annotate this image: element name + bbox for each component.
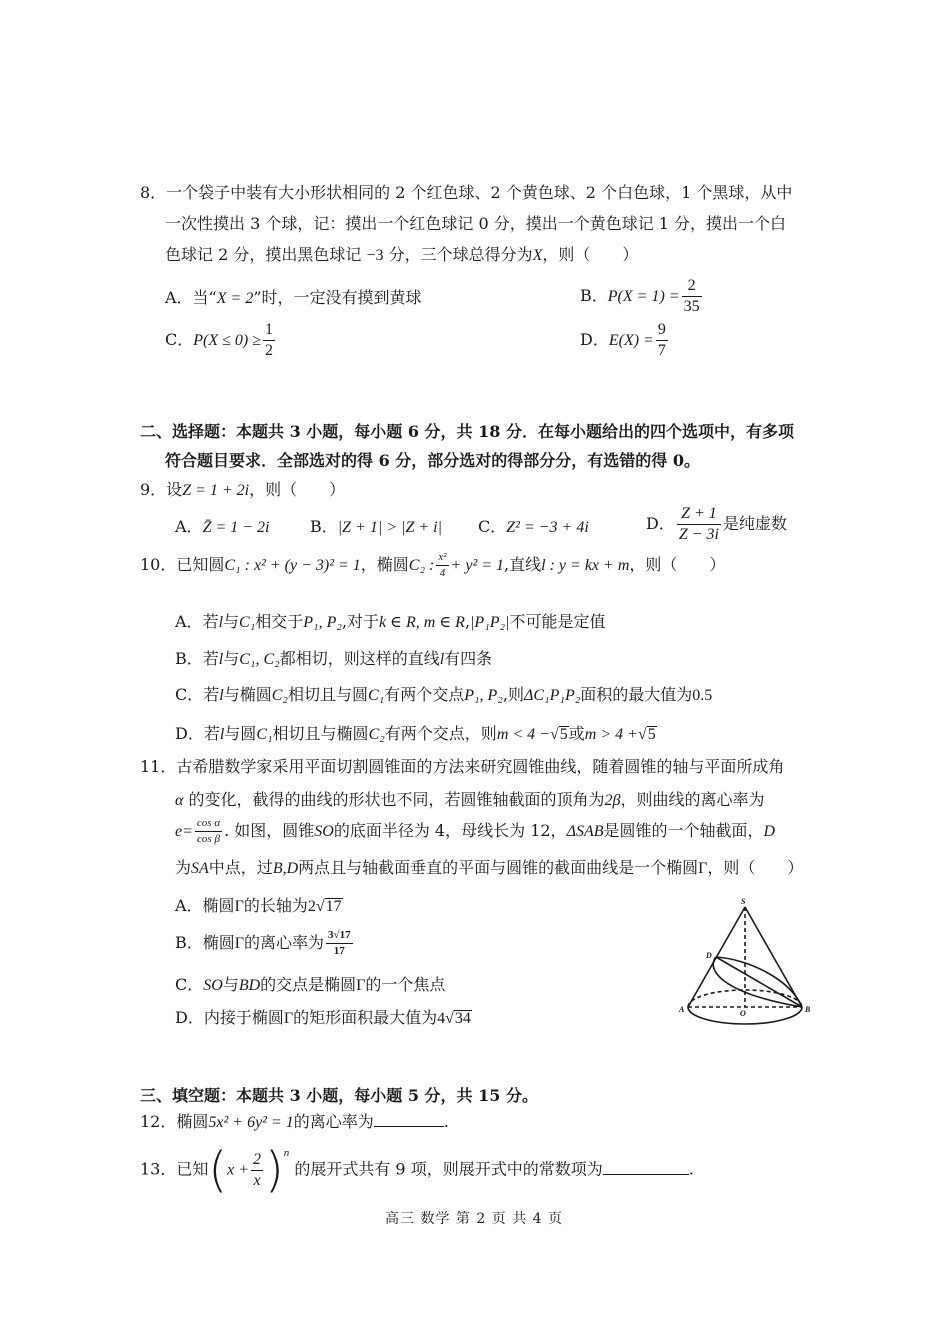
q8-option-b: B．P(X = 1) = $\frac{2}{35}$ <box>580 277 700 315</box>
page-footer: 高三 数学 第 2 页 共 4 页 <box>385 1211 563 1227</box>
q8-option-c: C．P(X ≤ 0) ≥ $\frac{1}{2}$ <box>165 321 274 359</box>
q10-stem: 10．已知圆C₁ : x² + (y − 3)² = 1，椭圆C₂ : $\frac{\text{x²}}{4}$ + y² = 1,直线l : y = kx + m，则（ ） <box>140 551 726 579</box>
q9-option-a: A．Z̄ = 1 − 2i <box>175 517 270 536</box>
q11-option-c: C．SO与BD的交点是椭圆Γ的一个焦点 <box>175 975 446 994</box>
section2-heading: 二、选择题：本题共 3 小题，每小题 6 分，共 18 分．在每小题给出的四个选项中，有多项 <box>140 422 794 441</box>
q11-line2: α 的变化，截得的曲线的形状也不同，若圆锥轴截面的顶角为2β，则曲线的离心率为 <box>175 790 765 809</box>
q12-stem: 12．椭圆5x² + 6y² = 1的离心率为 . <box>140 1112 449 1131</box>
q8-option-d: D．E(X) = $\frac{9}{7}$ <box>580 321 666 359</box>
q13-stem: 13．已知(x + $\frac{2}{x}$ )$^n$ 的展开式共有 9 项，则展开式中的常数项为 . <box>140 1142 694 1198</box>
q9-option-b: B．|Z + 1| > |Z + i| <box>310 517 442 536</box>
q8-line2: 一次性摸出 3 个球，记：摸出一个红色球记 0 分，摸出一个黄色球记 1 分，摸出一个白 <box>165 214 787 233</box>
section3-heading: 三、填空题：本题共 3 小题，每小题 5 分，共 15 分。 <box>140 1086 538 1105</box>
q11-option-d: D．内接于椭圆Γ的矩形面积最大值为4√34 <box>175 1008 471 1027</box>
q11-line4: 为SA中点，过B,D两点且与轴截面垂直的平面与圆锥的截面曲线是一个椭圆Γ，则（ ） <box>175 858 804 877</box>
q9-option-d: D． $\frac{Z + 1}{Z - 3i}$ 是纯虚数 <box>646 505 787 543</box>
q13-answer-blank[interactable] <box>603 1174 689 1175</box>
q11-option-a: A．椭圆Γ的长轴为2√17 <box>175 896 342 915</box>
label-s: S <box>741 897 746 906</box>
q11-line1: 11．古希腊数学家采用平面切割圆锥面的方法来研究圆锥曲线，随着圆锥的轴与平面所成角 <box>140 757 785 776</box>
q8-line3: 色球记 2 分，摸出黑色球记 −3 分，三个球总得分为X，则（ ） <box>165 245 639 264</box>
q10-option-a: A．若l与C₁相交于P₁, P₂,对于k ∈ R, m ∈ R,|P₁P₂|不可能是定值 <box>175 612 606 631</box>
line-db <box>716 957 802 1007</box>
q10-option-c: C．若l与椭圆C₂相切且与圆C₁有两个交点P₁, P₂,则ΔC₁P₁P₂面积的最大值为0.5 <box>175 685 713 704</box>
q8-line1: 8．一个袋子中装有大小形状相同的 2 个红色球、2 个黄色球、2 个白色球，1 个黑球，从中 <box>140 183 793 202</box>
section2-heading-line2: 符合题目要求．全部选对的得 6 分，部分选对的得部分分，有选错的得 0。 <box>165 451 700 470</box>
label-d: D <box>706 951 712 960</box>
q8-option-a: A．当“X = 2”时，一定没有摸到黄球 <box>165 288 422 307</box>
q12-answer-blank[interactable] <box>374 1126 444 1127</box>
label-b: B <box>805 1005 811 1014</box>
q9-option-c: C．Z² = −3 + 4i <box>478 517 589 536</box>
label-a: A <box>679 1005 685 1014</box>
label-o: O <box>740 1009 746 1018</box>
generatrix-sb <box>745 907 802 1007</box>
q11-option-b: B．椭圆Γ的离心率为 $\frac{3√17}{17}$ <box>175 929 351 957</box>
q10-option-b: B．若l与C₁, C₂都相切，则这样的直线l有四条 <box>175 649 493 668</box>
cone-figure <box>670 895 820 1050</box>
q10-option-d: D．若l与圆C₁相切且与椭圆C₂有两个交点，则m < 4 −√5或m > 4 +√5 <box>175 724 656 743</box>
q11-line3: e= $\frac{\text{cos α}}{\text{cos β}}$ . 如图，圆锥SO的底面半径为 4，母线长为 12，ΔSAB是圆锥的一个轴截面，D <box>175 817 776 845</box>
q9-stem: 9．设Z = 1 + 2i，则（ ） <box>140 480 346 499</box>
